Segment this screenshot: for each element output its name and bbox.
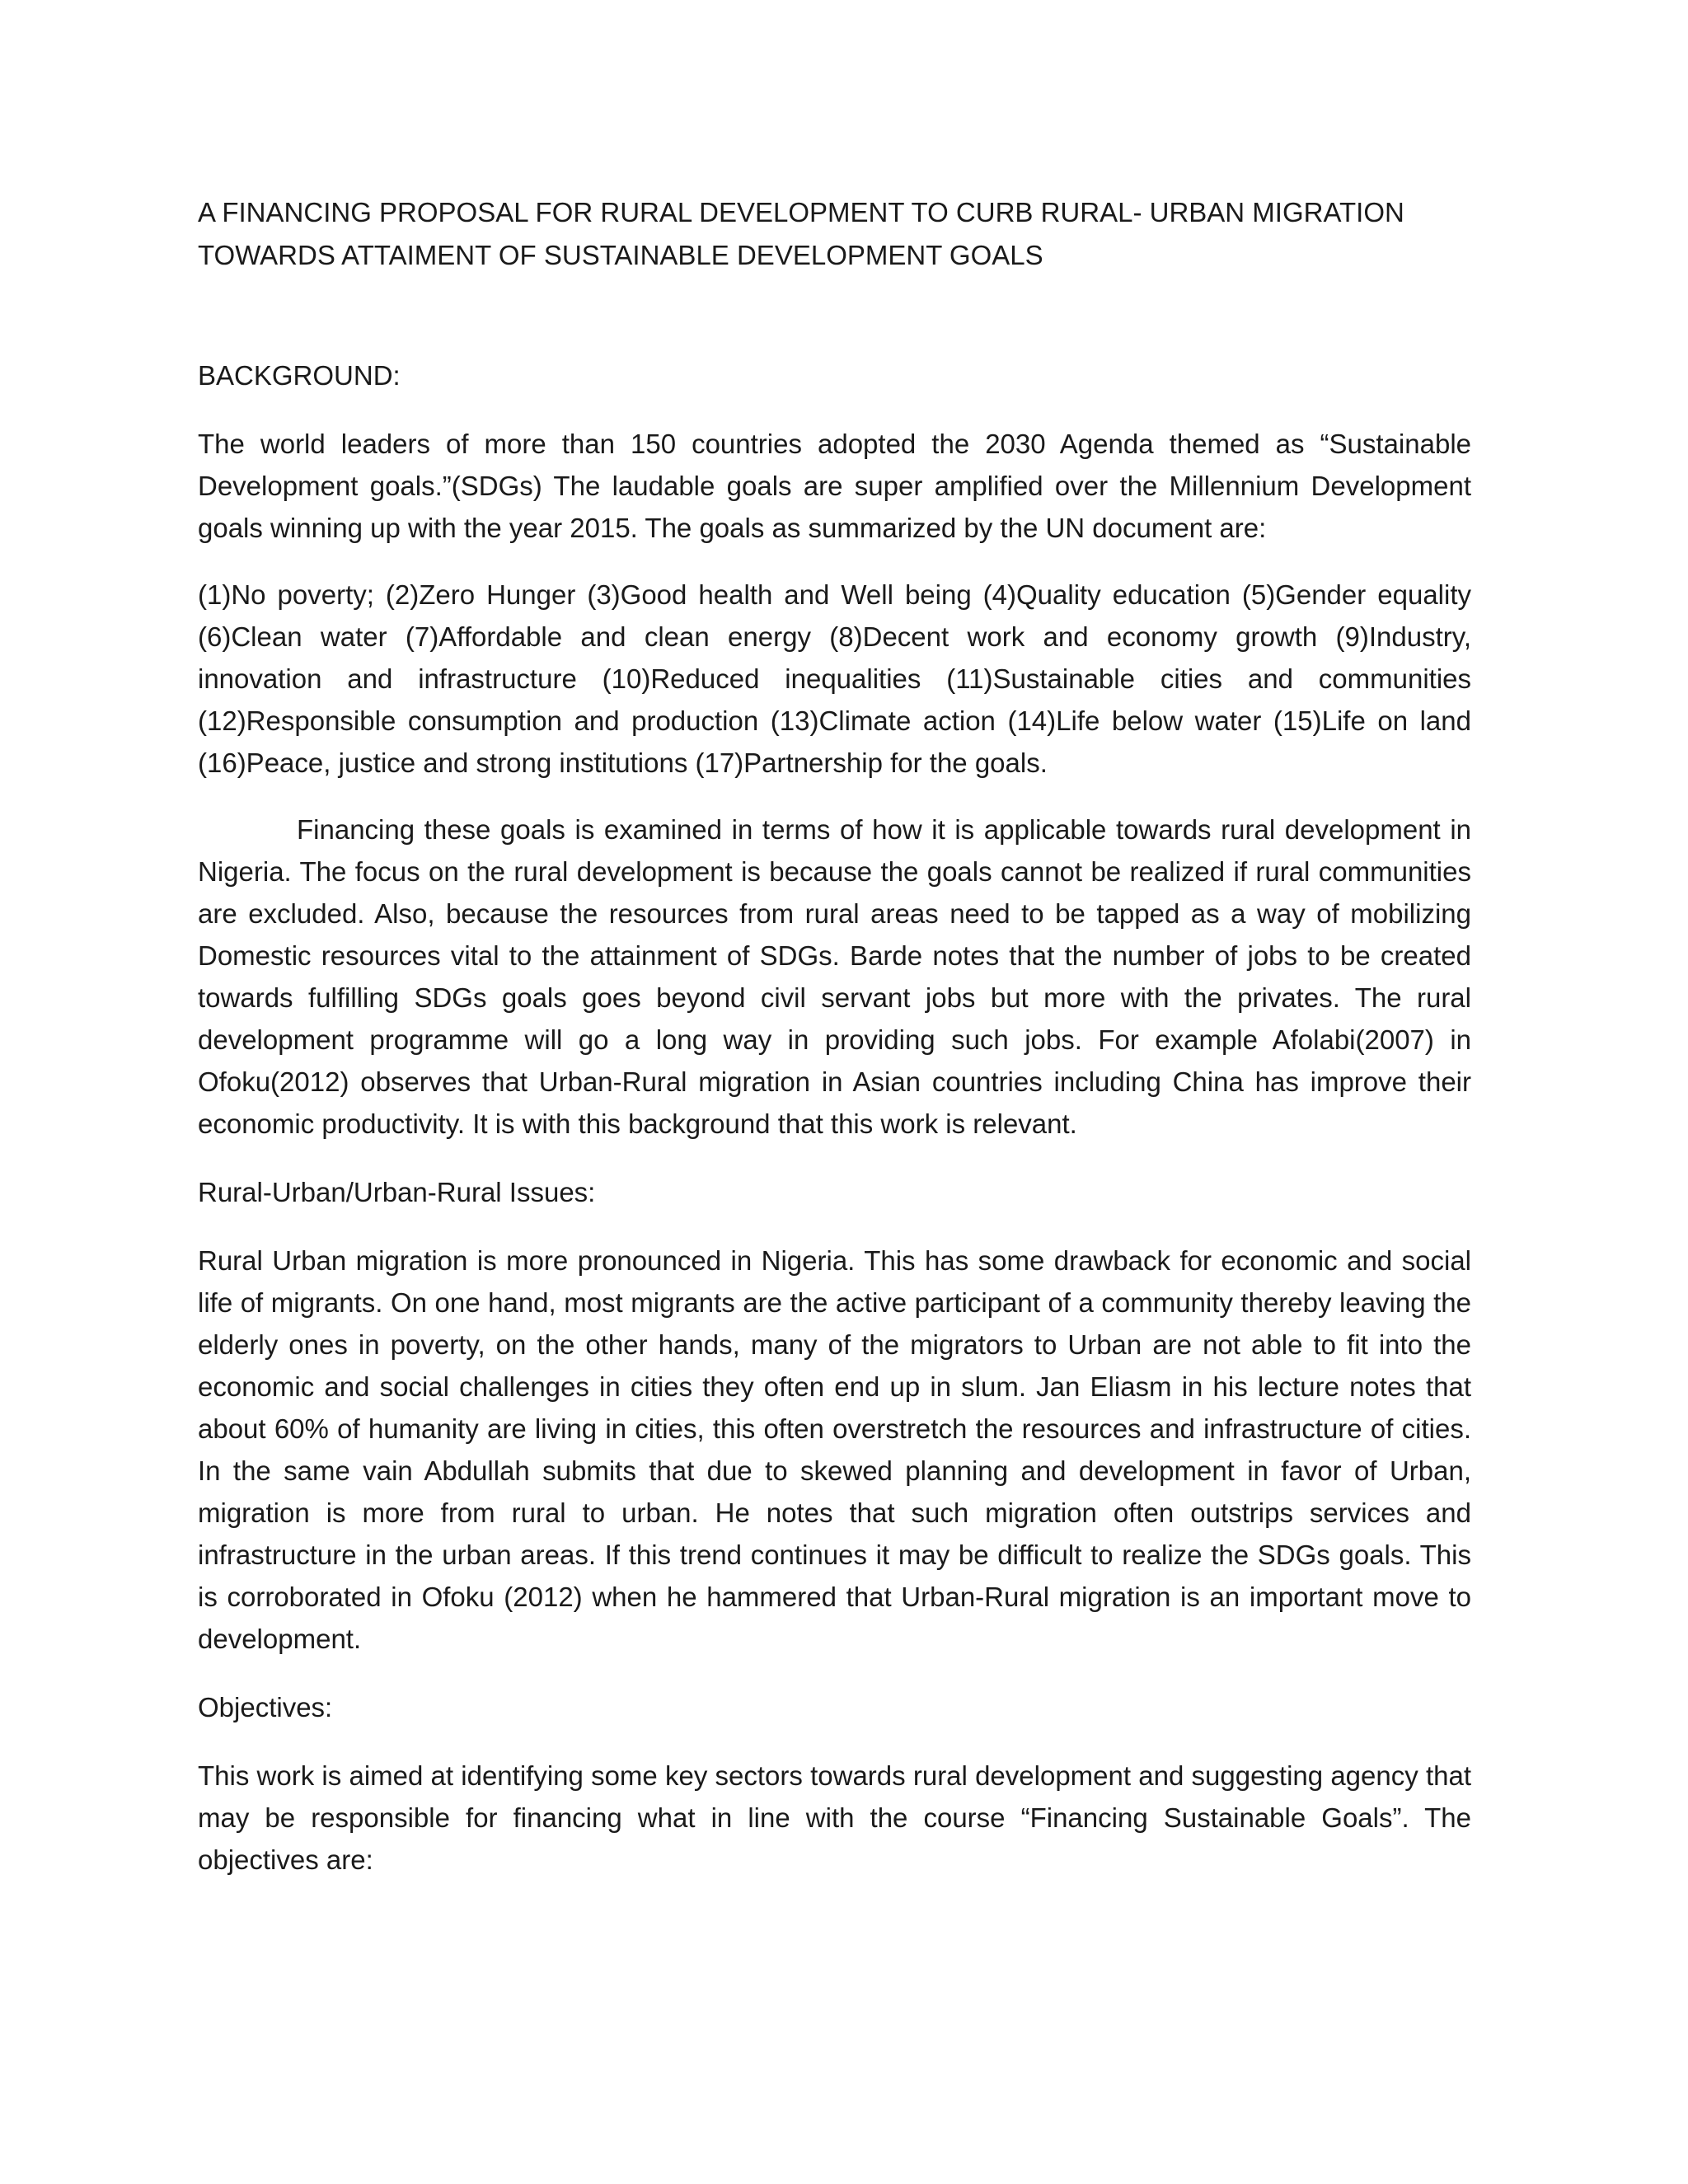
background-paragraph-3: Financing these goals is examined in terms of how it is applicable towards rural development in Nigeria. The focus on the rural development is because the goals cannot be realized if rural communities are excluded. Also, because the resources from rural areas need to be tapped as a way of mobilizing Domestic resources vital to the attainment of SDGs. Barde notes that the number of jobs to be created towards fulfilling SDGs goals goes beyond civil servant jobs but more with the privates. The rural development programme will go a long way in providing such jobs. For example Afolabi(2007) in Ofoku(2012) observes that Urban-Rural migration in Asian countries including China has improve their economic productivity. It is with this background that this work is relevant. <box>198 814 1471 1139</box>
document-title: A FINANCING PROPOSAL FOR RURAL DEVELOPMENT TO CURB RURAL- URBAN MIGRATION TOWARDS ATTAIMENT OF SUSTAINABLE DEVELOPMENT GOALS <box>198 197 1404 270</box>
issues-paragraph: Rural Urban migration is more pronounced in Nigeria. This has some drawback for economic and social life of migrants. On one hand, most migrants are the active participant of a community thereby leaving the elderly ones in poverty, on the other hands, many of the migrators to Urban are not able to fit into the economic and social challenges in cities they often end up in slum. Jan Eliasm in his lecture notes that about 60% of humanity are living in cities, this often overstretch the resources and infrastructure of cities. In the same vain Abdullah submits that due to skewed planning and development in favor of Urban, migration is more from rural to urban. He notes that such migration often outstrips services and infrastructure in the urban areas. If this trend continues it may be difficult to realize the SDGs goals. This is corroborated in Ofoku (2012) when he hammered that Urban-Rural migration is an important move to development. <box>198 1245 1471 1654</box>
background-heading: BACKGROUND: <box>198 360 401 391</box>
issues-heading: Rural-Urban/Urban-Rural Issues: <box>198 1177 596 1207</box>
objectives-heading: Objectives: <box>198 1692 333 1722</box>
document-page <box>198 191 1471 1881</box>
background-paragraph-1: The world leaders of more than 150 countries adopted the 2030 Agenda themed as “Sustainable Development goals.”(SDGs) The laudable goals are super amplified over the Millennium Development goals winning up with the year 2015. The goals as summarized by the UN document are: <box>198 429 1471 543</box>
objectives-paragraph: This work is aimed at identifying some key sectors towards rural development and suggesting agency that may be responsible for financing what in line with the course “Financing Sustainable Goals”. The objectives are: <box>198 1760 1471 1875</box>
background-paragraph-goals: (1)No poverty; (2)Zero Hunger (3)Good health and Well being (4)Quality education (5)Gender equality (6)Clean water (7)Affordable and clean energy (8)Decent work and economy growth (9)Industry, innovation and infrastructure (10)Reduced inequalities (11)Sustainable cities and communities (12)Responsible consumption and production (13)Climate action (14)Life below water (15)Life on land (16)Peace, justice and strong institutions (17)Partnership for the goals. <box>198 579 1471 778</box>
